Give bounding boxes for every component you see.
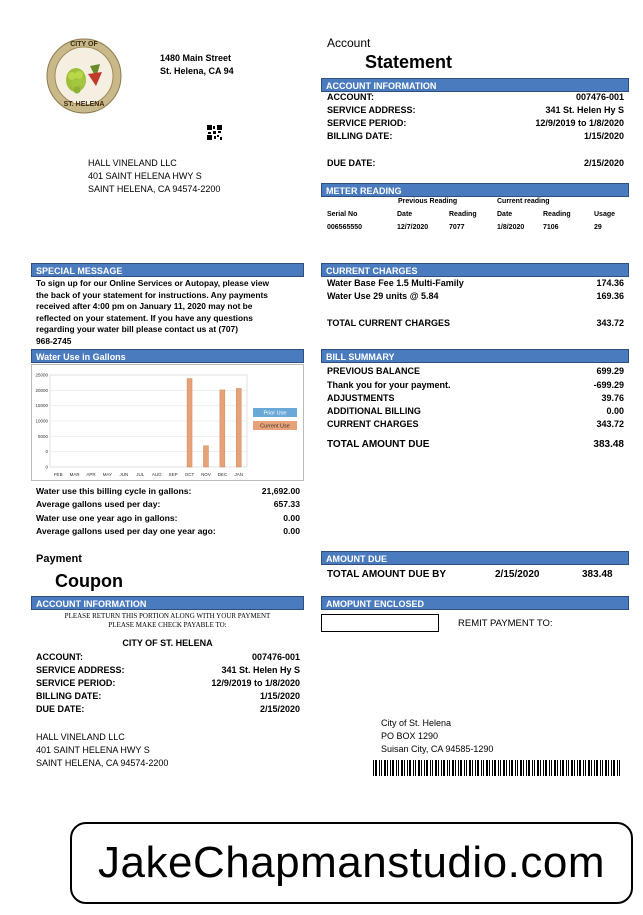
y-tick-label: 25000	[35, 372, 48, 378]
barcode-bar	[577, 760, 578, 776]
barcode-bar	[438, 760, 439, 776]
barcode-bar	[381, 760, 382, 776]
barcode-bar	[392, 760, 394, 776]
barcode-bar	[390, 760, 391, 776]
coupon-title-small: Payment	[36, 553, 82, 565]
meter-col-prev-date: Date	[397, 211, 413, 218]
bar-current-use	[236, 388, 241, 467]
barcode-bar	[515, 760, 516, 776]
watermark-box	[70, 822, 633, 904]
barcode-bar	[566, 760, 567, 776]
total-amount-due: TOTAL AMOUNT DUE 383.48	[327, 439, 624, 450]
meter-prev-date: 12/7/2020	[397, 224, 429, 231]
x-tick-label: AUG	[151, 472, 162, 477]
payee-name: CITY OF ST. HELENA	[122, 638, 213, 648]
barcode-bar	[562, 760, 564, 776]
barcode-bar	[396, 760, 397, 776]
meter-col-curr-date: Date	[497, 211, 513, 218]
barcode-bar	[583, 760, 584, 776]
y-tick-label: 10000	[35, 418, 48, 424]
barcode-bar	[543, 760, 544, 776]
statement-title: Statement	[365, 52, 453, 72]
barcode-bar	[430, 760, 431, 776]
y-tick-label: 20000	[35, 387, 48, 393]
bill-summary-heading: BILL SUMMARY	[321, 349, 629, 363]
return-instructions: PLEASE RETURN THIS PORTION ALONG WITH YOUR PAYMENT PLEASE MAKE CHECK PAYABLE TO:	[64, 612, 271, 629]
barcode-bar	[611, 760, 612, 776]
barcode-bar	[494, 760, 496, 776]
barcode-bar	[418, 760, 420, 776]
barcode-bar	[568, 760, 569, 776]
amount-enclosed-heading: AMOPUNT ENCLOSED	[321, 596, 629, 610]
barcode-bar	[506, 760, 507, 776]
barcode-bar	[407, 760, 408, 776]
barcode-bar	[528, 760, 530, 776]
barcode-bar	[447, 760, 448, 776]
water-use-heading: Water Use in Gallons	[31, 349, 304, 363]
barcode-bar	[432, 760, 433, 776]
barcode-bar	[481, 760, 482, 776]
barcode-bar	[477, 760, 479, 776]
barcode-bar	[579, 760, 581, 776]
barcode-bar	[617, 760, 618, 776]
barcode-bar	[596, 760, 598, 776]
meter-col-usage: Usage	[594, 211, 616, 218]
bar-current-use	[220, 390, 225, 467]
barcode-bar	[379, 760, 380, 776]
barcode-bar	[560, 760, 561, 776]
coupon-account-heading: ACCOUNT INFORMATION	[31, 596, 304, 610]
x-tick-label: JUL	[136, 472, 145, 477]
barcode-bar	[421, 760, 422, 776]
y-tick-label: 5000	[37, 433, 48, 439]
water-use-chart	[32, 365, 303, 480]
charge-row: Water Base Fee 1.5 Multi-Family 174.36	[327, 278, 624, 288]
meter-curr-date: 1/8/2020	[497, 224, 525, 231]
city-seal-logo	[46, 38, 122, 114]
barcode-bar	[424, 760, 425, 776]
barcode-bar	[545, 760, 547, 776]
barcode-bar	[600, 760, 601, 776]
barcode-bar	[532, 760, 533, 776]
x-tick-label: MAY	[102, 472, 113, 477]
barcode-bar	[486, 760, 488, 776]
water-stat-row: Average gallons used per day one year ago: 0.00	[36, 526, 300, 536]
total-current-charges: TOTAL CURRENT CHARGES 343.72	[327, 318, 624, 328]
legend-label: Prior Use	[263, 410, 287, 417]
due-date-row: DUE DATE: 2/15/2020	[327, 158, 624, 168]
barcode-bar	[511, 760, 513, 776]
water-stat-row: Water use this billing cycle in gallons: 21,692.00	[36, 486, 300, 496]
summary-row: ADJUSTMENTS 39.76	[327, 393, 624, 403]
coupon-row: SERVICE ADDRESS: 341 St. Helen Hy S	[36, 665, 300, 675]
barcode-bar	[619, 760, 620, 776]
barcode-bar	[415, 760, 416, 776]
barcode-bar	[441, 760, 442, 776]
y-tick-label: 0	[45, 449, 48, 455]
barcode-bar	[591, 760, 592, 776]
customer-address-coupon: HALL VINELAND LLC 401 SAINT HELENA HWY S SAINT HELENA, CA 94574-2200	[36, 732, 169, 768]
barcode-bar	[375, 760, 377, 776]
x-tick-label: OCT	[184, 472, 195, 477]
total-due-by-value: 383.48	[582, 569, 613, 580]
barcode-bar	[475, 760, 476, 776]
coupon-title: Coupon	[55, 571, 123, 591]
barcode-bar	[551, 760, 552, 776]
barcode-bar	[426, 760, 428, 776]
meter-col-curr-reading: Reading	[543, 211, 571, 218]
barcode-bar	[500, 760, 501, 776]
remit-address: City of St. Helena PO BOX 1290 Suisan City, CA 94585-1290	[381, 718, 494, 754]
bar-current-use	[203, 446, 208, 467]
meter-curr-group: Current reading	[497, 198, 550, 205]
total-due-by-date: 2/15/2020	[495, 569, 540, 580]
barcode-bar	[574, 760, 575, 776]
barcode-bar	[571, 760, 573, 776]
statement-title-small: Account	[327, 36, 371, 50]
x-tick-label: FEB	[53, 472, 63, 477]
amount-due-heading: AMOUNT DUE	[321, 551, 629, 565]
coupon-row: BILLING DATE: 1/15/2020	[36, 691, 300, 701]
total-due-by-label: TOTAL AMOUNT DUE BY	[327, 569, 447, 580]
barcode-bar	[435, 760, 437, 776]
seal-text-bottom: ST. HELENA	[63, 101, 105, 108]
postal-barcode	[373, 760, 623, 776]
barcode-bar	[452, 760, 454, 776]
barcode-bar	[387, 760, 388, 776]
barcode-bar	[458, 760, 459, 776]
barcode-bar	[585, 760, 586, 776]
seal-text-top: CITY OF	[70, 41, 98, 48]
meter-usage: 29	[594, 224, 602, 231]
water-stat-row: Water use one year ago in gallons: 0.00	[36, 513, 300, 523]
account-row: SERVICE ADDRESS: 341 St. Helen Hy S	[327, 105, 624, 115]
meter-col-prev-reading: Reading	[449, 211, 477, 218]
x-tick-label: APR	[86, 472, 96, 477]
charge-row: Water Use 29 units @ 5.84 169.36	[327, 291, 624, 301]
barcode-bar	[409, 760, 411, 776]
barcode-bar	[608, 760, 609, 776]
account-row: ACCOUNT: 007476-001	[327, 92, 624, 102]
current-charges-heading: CURRENT CHARGES	[321, 263, 629, 277]
water-stat-row: Average gallons used per day: 657.33	[36, 499, 300, 509]
barcode-bar	[469, 760, 471, 776]
y-tick-label: 15000	[35, 403, 48, 409]
x-tick-label: JAN	[234, 472, 244, 477]
account-row: BILLING DATE: 1/15/2020	[327, 131, 624, 141]
barcode-bar	[384, 760, 386, 776]
barcode-bar	[398, 760, 399, 776]
account-info-heading: ACCOUNT INFORMATION	[321, 78, 629, 92]
summary-row: PREVIOUS BALANCE 699.29	[327, 366, 624, 376]
barcode-bar	[517, 760, 518, 776]
barcode-bar	[520, 760, 522, 776]
meter-prev-reading: 7077	[449, 224, 465, 231]
barcode-bar	[549, 760, 550, 776]
water-use-chart-frame	[31, 364, 304, 481]
special-message-text: To sign up for our Online Services or Autopay, please view the back of your statement for instructions. Any payments received after 4:00 pm on January 11, 2020 may not be reflected on your statement. If you have any questions regarding your water bill please contact us at (707) 968-2745	[36, 278, 269, 346]
barcode-bar	[483, 760, 484, 776]
bar-current-use	[187, 379, 192, 467]
barcode-bar	[509, 760, 510, 776]
barcode-bar	[605, 760, 607, 776]
barcode-bar	[449, 760, 450, 776]
barcode-bar	[472, 760, 473, 776]
barcode-bar	[534, 760, 535, 776]
barcode-bar	[554, 760, 556, 776]
barcode-bar	[602, 760, 603, 776]
special-message-heading: SPECIAL MESSAGE	[31, 263, 304, 277]
meter-prev-group: Previous Reading	[398, 198, 458, 205]
city-address: 1480 Main Street St. Helena, CA 94	[160, 53, 234, 76]
barcode-bar	[557, 760, 558, 776]
barcode-bar	[492, 760, 493, 776]
barcode-bar	[460, 760, 462, 776]
qr-code-icon	[207, 125, 222, 140]
barcode-bar	[523, 760, 524, 776]
barcode-bar	[401, 760, 403, 776]
barcode-bar	[404, 760, 405, 776]
barcode-bar	[455, 760, 456, 776]
legend-label: Current Use	[260, 423, 290, 430]
x-tick-label: JUN	[119, 472, 129, 477]
meter-curr-reading: 7106	[543, 224, 559, 231]
coupon-row: SERVICE PERIOD: 12/9/2019 to 1/8/2020	[36, 678, 300, 688]
account-row: SERVICE PERIOD: 12/9/2019 to 1/8/2020	[327, 118, 624, 128]
barcode-bar	[466, 760, 467, 776]
barcode-bar	[594, 760, 595, 776]
summary-row: Thank you for your payment. -699.29	[327, 380, 624, 390]
barcode-bar	[413, 760, 414, 776]
barcode-bar	[540, 760, 541, 776]
barcode-bar	[588, 760, 590, 776]
summary-row: ADDITIONAL BILLING 0.00	[327, 406, 624, 416]
summary-row: CURRENT CHARGES 343.72	[327, 419, 624, 429]
barcode-bar	[613, 760, 615, 776]
y-tick-label: 0	[45, 464, 48, 470]
amount-enclosed-input[interactable]	[321, 614, 439, 632]
barcode-bar	[489, 760, 490, 776]
barcode-bar	[464, 760, 465, 776]
x-tick-label: SEP	[168, 472, 178, 477]
meter-serial: 006565550	[327, 224, 363, 231]
barcode-bar	[503, 760, 505, 776]
barcode-bar	[443, 760, 445, 776]
meter-reading-heading: METER READING	[321, 183, 629, 197]
barcode-bar	[526, 760, 527, 776]
barcode-bar	[373, 760, 374, 776]
x-tick-label: MAR	[69, 472, 80, 477]
x-tick-label: NOV	[201, 472, 211, 477]
coupon-row: DUE DATE: 2/15/2020	[36, 704, 300, 714]
coupon-row: ACCOUNT: 007476-001	[36, 652, 300, 662]
barcode-bar	[498, 760, 499, 776]
meter-col-serial: Serial No	[327, 211, 358, 218]
customer-address: HALL VINELAND LLC 401 SAINT HELENA HWY S SAINT HELENA, CA 94574-2200	[88, 158, 221, 194]
barcode-bar	[537, 760, 539, 776]
remit-label: REMIT PAYMENT TO:	[458, 618, 553, 629]
x-tick-label: DEC	[217, 472, 228, 477]
watermark-text: JakeChapmanstudio.com	[98, 838, 605, 887]
